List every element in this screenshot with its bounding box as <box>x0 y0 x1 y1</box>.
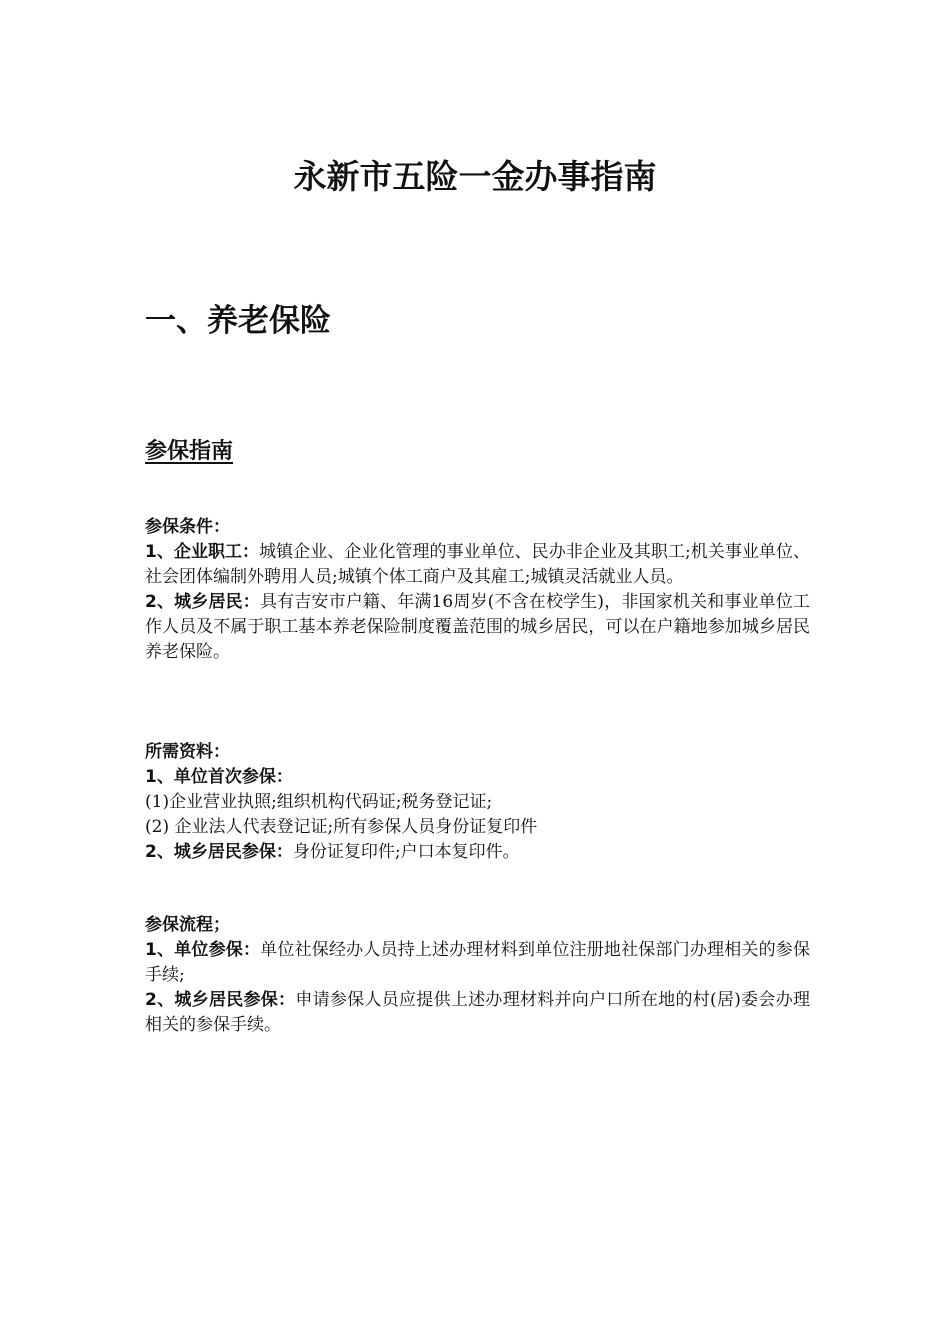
materials-unit-line: (2) 企业法人代表登记证;所有参保人员身份证复印件 <box>145 817 538 837</box>
condition-item-label: 1、企业职工： <box>145 542 260 562</box>
process-item-text: 单位社保经办人员持上述办理材料到单位注册地社保部门办理相关的参保手续; <box>145 940 810 985</box>
condition-item <box>145 590 810 665</box>
subsection-heading-guide: 参保指南 <box>145 439 234 464</box>
process-item-text: 申请参保人员应提供上述办理材料并向户口所在地的村(居)委会办理相关的参保手续。 <box>145 990 810 1035</box>
materials-resident <box>145 840 810 865</box>
materials-resident-label: 2、城乡居民参保： <box>145 842 293 862</box>
process-heading: 参保流程； <box>145 915 230 935</box>
materials-heading: 所需资料： <box>145 742 230 762</box>
document-title: 永新市五险一金办事指南 <box>293 157 657 196</box>
condition-item-text: 城镇企业、企业化管理的事业单位、民办非企业及其职工;机关事业单位、社会团体编制外聘用人员;城镇个体工商户及其雇工;城镇灵活就业人员。 <box>145 542 810 587</box>
conditions-heading: 参保条件： <box>145 517 230 537</box>
condition-item-label: 2、城乡居民： <box>145 592 260 612</box>
process-item-label: 1、单位参保： <box>145 940 261 960</box>
process-item <box>145 938 810 988</box>
materials-unit-label: 1、单位首次参保： <box>145 767 293 787</box>
conditions-block <box>145 515 810 665</box>
process-item <box>145 988 810 1038</box>
materials-resident-text: 身份证复印件;户口本复印件。 <box>292 842 520 862</box>
materials-unit-line: (1)企业营业执照;组织机构代码证;税务登记证; <box>145 792 493 812</box>
process-item-label: 2、城乡居民参保： <box>145 990 296 1010</box>
process-block <box>145 913 810 1038</box>
section-heading-pension: 一、养老保险 <box>145 303 331 339</box>
condition-item-text: 具有吉安市户籍、年满16周岁(不含在校学生)，非国家机关和事业单位工作人员及不属于职工基本养老保险制度覆盖范围的城乡居民，可以在户籍地参加城乡居民养老保险。 <box>145 592 810 662</box>
condition-item <box>145 540 810 590</box>
materials-block <box>145 740 810 865</box>
